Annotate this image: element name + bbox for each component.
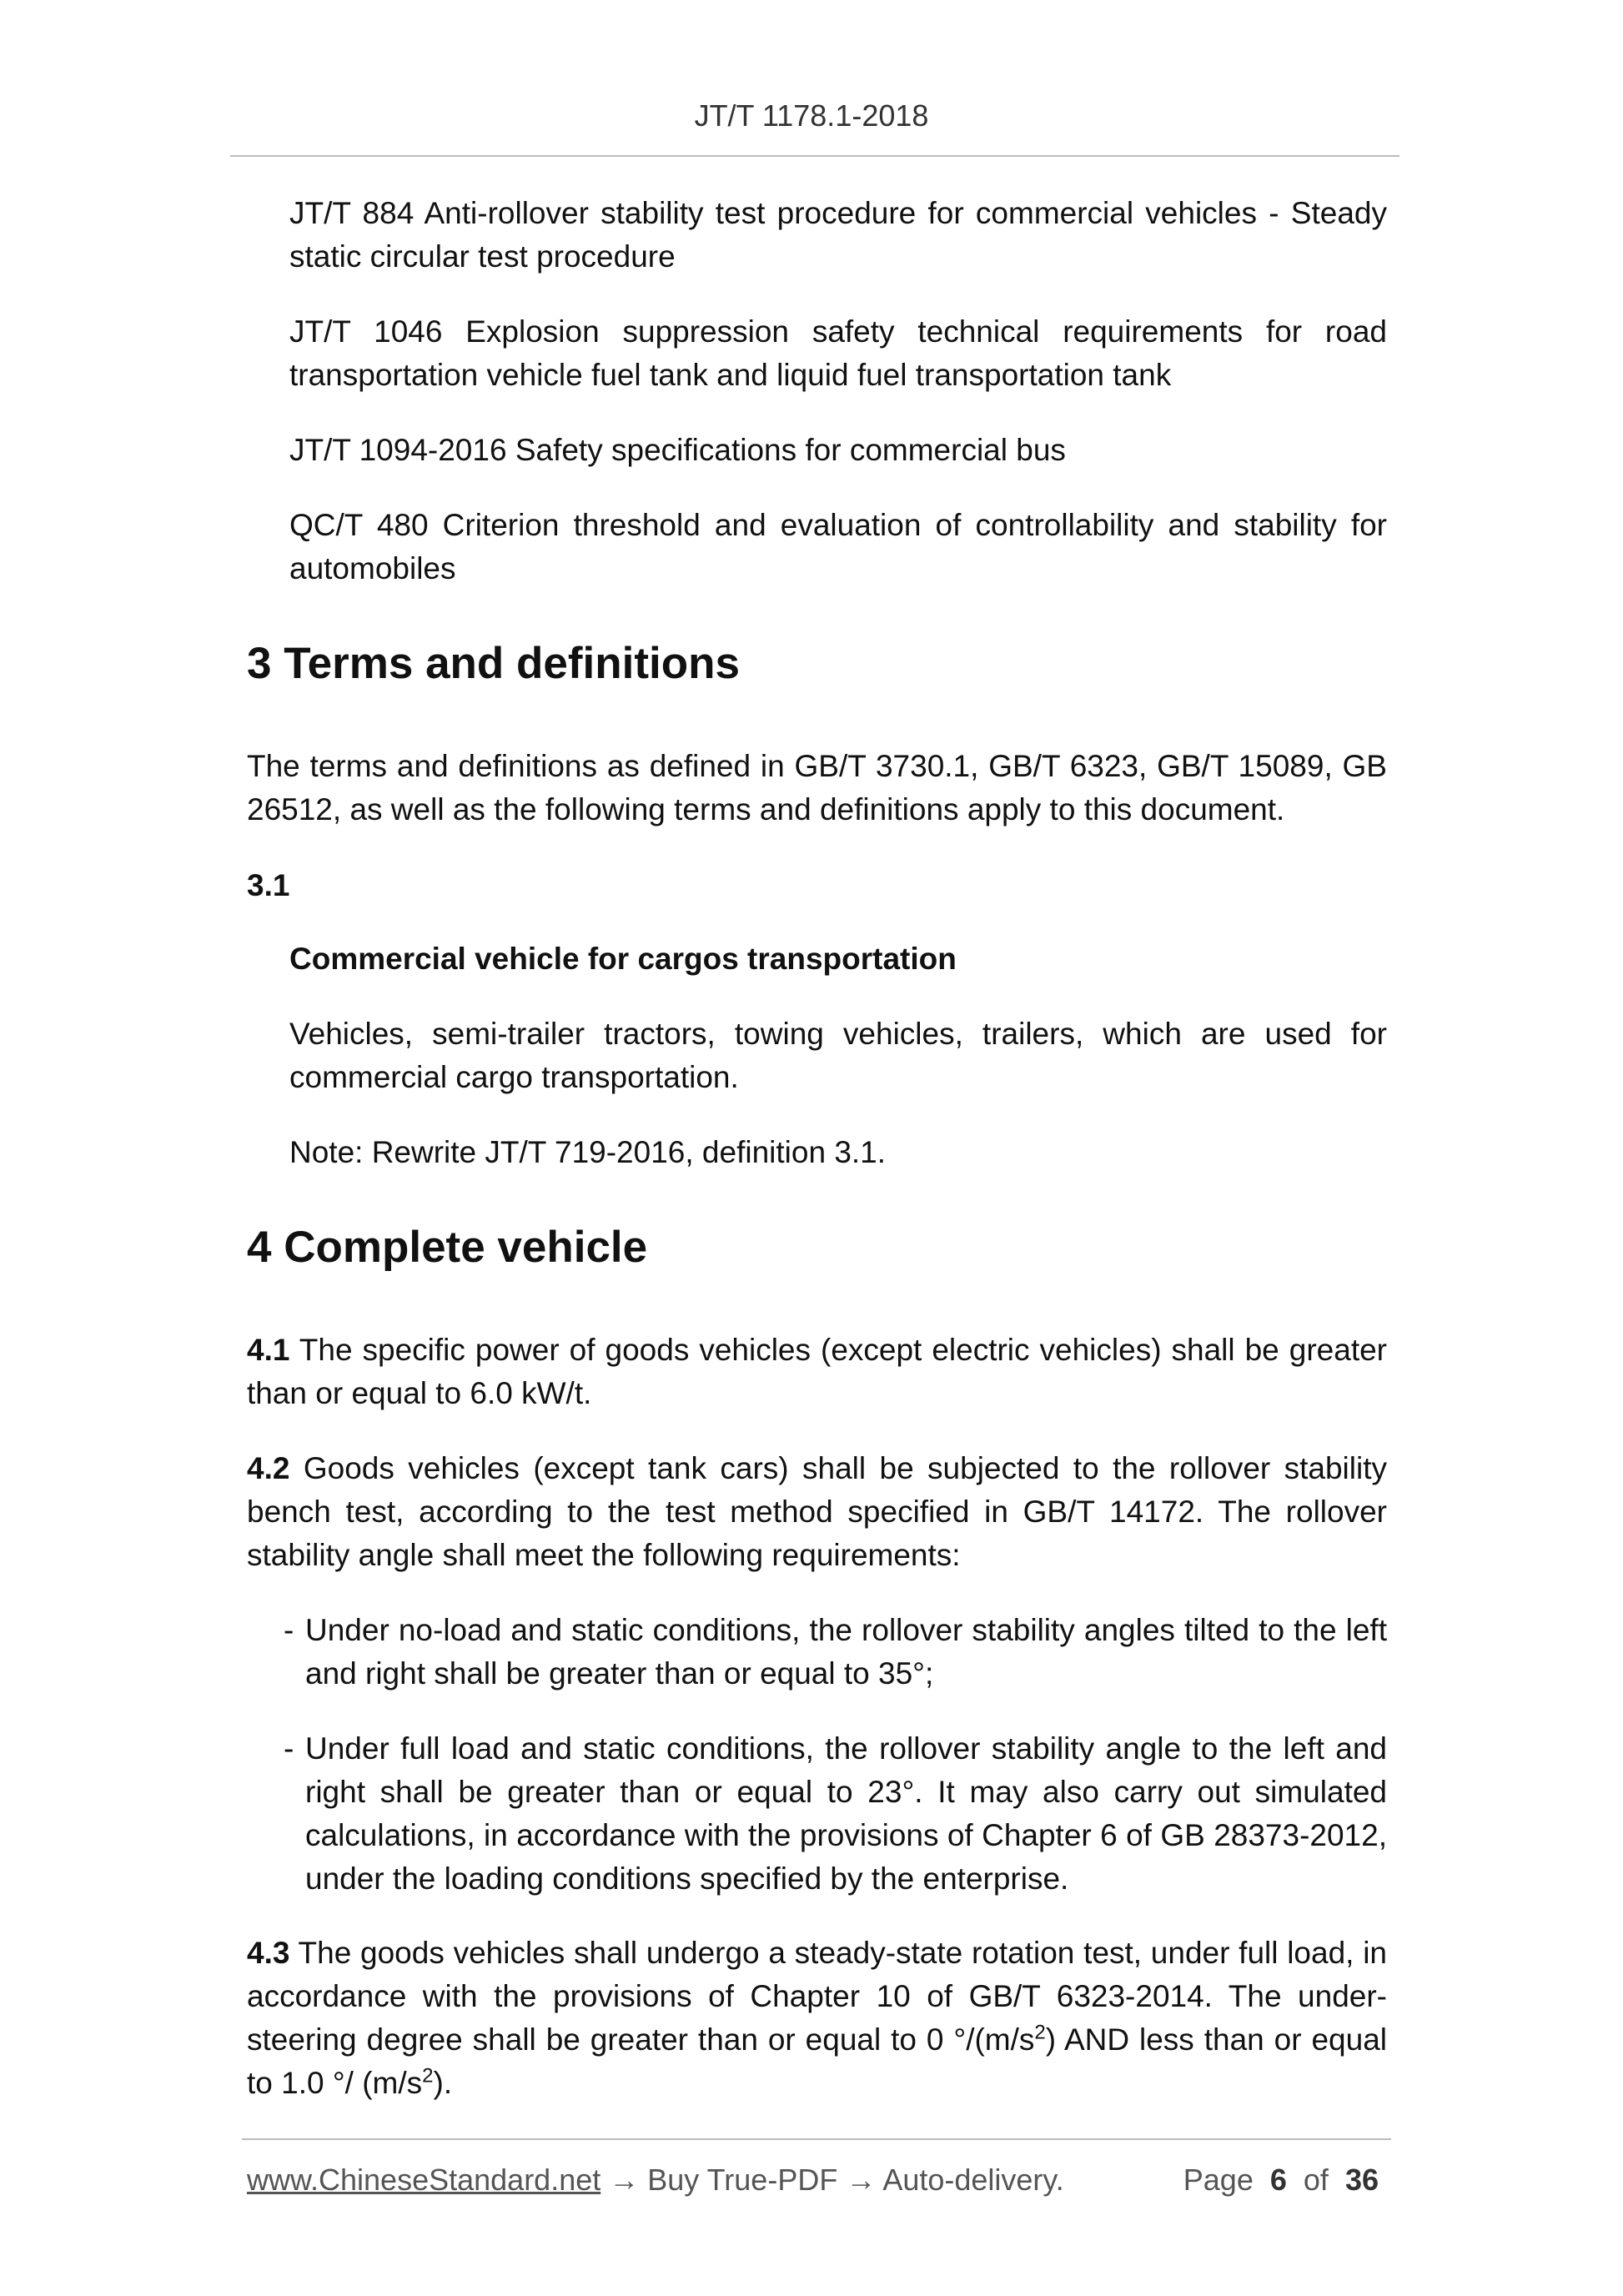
reference-item-jtt-1094: JT/T 1094-2016 Safety specifications for commercial bus [289, 433, 1066, 467]
reference-item-qct-480: QC/T 480 Criterion threshold and evaluation of controllability and stability for automobiles [289, 508, 1387, 585]
footer-divider [242, 2138, 1391, 2140]
clause-4-2-number: 4.2 [247, 1451, 290, 1485]
definition-text: Vehicles, semi-trailer tractors, towing vehicles, trailers, which are used for commercial cargo transportation. [289, 1017, 1387, 1094]
bullet-text-no-load: Under no-load and static conditions, the rollover stability angles tilted to the left and right shall be greater than or equal to 35°; [305, 1613, 1387, 1691]
clause-4-1-text: The specific power of goods vehicles (except electric vehicles) shall be greater than or equal to 6.0 kW/t. [247, 1333, 1387, 1410]
header-divider [230, 155, 1399, 157]
page-label: Page [1183, 2163, 1254, 2197]
page-indicator [1183, 2160, 1379, 2200]
reference-item-jtt-884: JT/T 884 Anti-rollover stability test procedure for commercial vehicles - Steady static circular test procedure [289, 196, 1387, 274]
definition-term: Commercial vehicle for cargos transportation [289, 942, 957, 976]
definition-number: 3.1 [247, 868, 290, 902]
section-4-heading: 4 Complete vehicle [247, 1223, 648, 1272]
clause-4-3-number: 4.3 [247, 1936, 290, 1970]
section-3-intro: The terms and definitions as defined in GB/T 3730.1, GB/T 6323, GB/T 15089, GB 26512, as well as the following terms and definitions apply to this document. [247, 749, 1387, 826]
page-current: 6 [1269, 2163, 1287, 2197]
reference-item-jtt-1046: JT/T 1046 Explosion suppression safety technical requirements for road transportation vehicle fuel tank and liquid fuel transportation tank [289, 314, 1387, 392]
bullet-text-full-load: Under full load and static conditions, the rollover stability angle to the left and right shall be greater than or equal to 23°. It may also carry out simulated calculations, in accordance with the provisions of Chapter 6 of GB 28373-2012, under the loading conditions specified by the enterprise. [305, 1731, 1387, 1896]
website-link[interactable]: www.ChineseStandard.net [247, 2163, 601, 2197]
bullet-item [284, 1727, 1387, 1901]
clause-4-1-number: 4.1 [247, 1333, 290, 1367]
footer-promo [247, 2160, 1064, 2200]
clause-4-2-text: Goods vehicles (except tank cars) shall be subjected to the rollover stability bench test, according to the test method specified in GB/T 14172. The rollover stability angle shall meet the following requirements: [247, 1451, 1387, 1572]
clause-4-3-text-part3: ). [433, 2066, 453, 2100]
clause-4-3 [247, 1932, 1387, 2105]
clause-4-3-text-part2: ) AND less than or equal to 1.0 °/ (m/s [247, 2022, 1388, 2100]
clause-4-2 [247, 1447, 1387, 1577]
bullet-item [284, 1609, 1387, 1696]
definition-note: Note: Rewrite JT/T 719-2016, definition 3.1. [289, 1135, 887, 1169]
page-total: 36 [1344, 2163, 1379, 2197]
document-code-header: JT/T 1178.1-2018 [694, 98, 929, 133]
superscript-2: 2 [1034, 2021, 1046, 2044]
clause-4-1 [247, 1329, 1387, 1415]
section-3-heading: 3 Terms and definitions [247, 639, 740, 688]
superscript-2: 2 [422, 2064, 434, 2088]
clause-4-3-text-part1: The goods vehicles shall undergo a steady-state rotation test, under full load, in accordance with the provisions of Chapter 10 of GB/T 6323-2014. The under-steering degree shall be greater than or equal to 0 °/(m/s [247, 1936, 1387, 2057]
bullet-dash: - [284, 1731, 294, 1766]
bullet-dash: - [284, 1613, 294, 1647]
page-of-label: of [1303, 2163, 1329, 2197]
footer-promo-text: → Buy True-PDF → Auto-delivery. [600, 2163, 1064, 2197]
